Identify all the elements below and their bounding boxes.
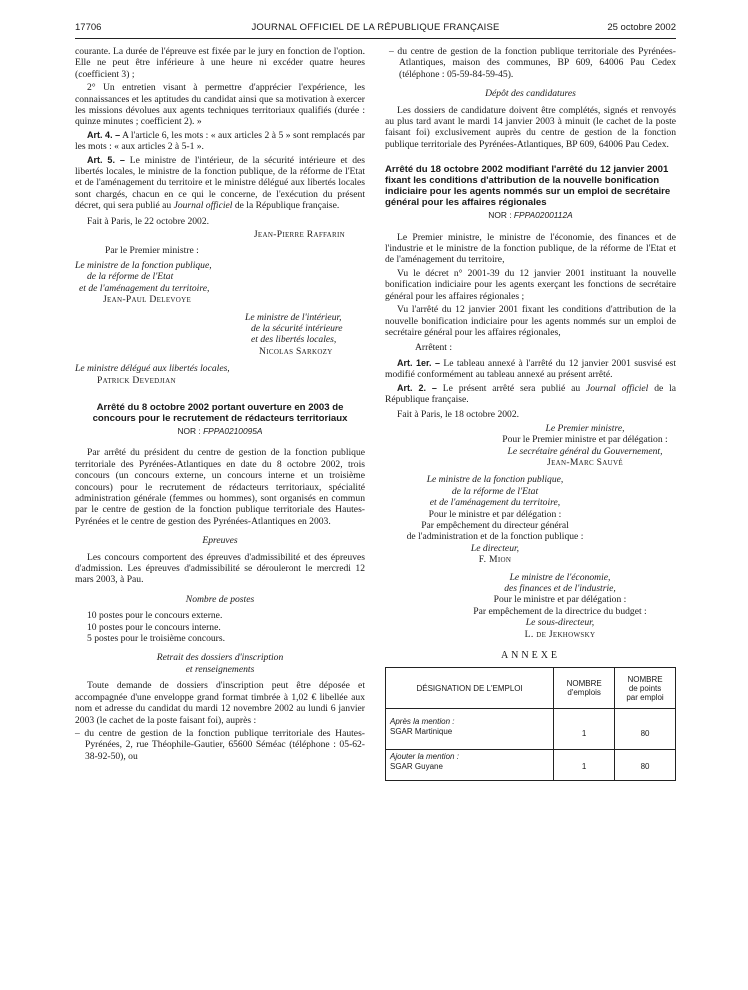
signatory-name: Patrick Devedjian [97, 374, 176, 386]
signature-line: Le ministre de l'économie, [509, 571, 611, 583]
table-cell-nombre: 1 [554, 750, 615, 781]
column-header-line: de points [628, 683, 662, 693]
signature-line: Par empêchement de la directrice du budget : [473, 605, 647, 617]
signature-line: Par le Premier ministre : [105, 244, 199, 256]
annexe-heading: ANNEXE [500, 650, 561, 662]
signing-place-date: Fait à Paris, le 22 octobre 2002. [87, 215, 210, 227]
article-1 [385, 358, 676, 381]
section-subheading: Epreuves [202, 535, 238, 547]
left-column [75, 46, 365, 762]
signature-line: Le ministre de la fonction publique, [426, 474, 564, 486]
signature-line: Pour le ministre et par délégation : [428, 508, 562, 520]
article-label: Art. 1er. – [397, 357, 440, 368]
list-item: – du centre de gestion de la fonction publique territoriale des Hautes-Pyrénées, 2, rue Théophile-Gautier, 65600 Séméac (téléphone : 05-62-38-92-50), ou [75, 727, 365, 762]
article-text: Le présent arrêté sera publié au [436, 382, 586, 394]
signature-line: Le directeur, [470, 542, 520, 554]
list-item: 10 postes pour le concours externe. [87, 610, 223, 622]
journal-title: JOURNAL OFFICIEL DE LA RÉPUBLIQUE FRANÇAISE [251, 22, 500, 33]
section-subheading: Retrait des dossiers d'inscription [156, 652, 284, 664]
signing-place-date: Fait à Paris, le 18 octobre 2002. [397, 409, 520, 421]
article-5 [75, 155, 365, 212]
table-cell-points: 80 [615, 750, 676, 781]
section-subheading: et renseignements [185, 663, 255, 675]
paragraph: Par arrêté du président du centre de gestion de la fonction publique territoriale des Pyrénées-Atlantiques en date du 8 octobre 2002, trois concours (un concours externe, un concours interne et un troisième concours) pour le recrutement de rédacteurs territoriaux, spécialité administration générale (femmes ou hommes), sont organisés en commun par le centre de gestion de la fonction publique territoriale des Hautes-Pyrénées et le centre de gestion des Pyrénées-Atlantiques en 2003. [75, 447, 365, 527]
article-text: Le ministre de l'intérieur, de la sécurité intérieure et des libertés locales, le ministre de la fonction publique, de la réforme de l'Etat et de l'aménagement du territoire et le ministre délégué aux libertés locales sont chargés, chacun en ce qui le concerne, de l'exécution du présent décret, qui sera publié au [75, 154, 366, 212]
paragraph: Toute demande de dossiers d'inscription peut être déposée et accompagnée d'une enveloppe grand format timbrée à 1,02 € libellée aux nom et adresse du candidat du mardi 12 novembre 2002 au lundi 6 janvier 2003 (le cachet de la poste faisant foi), auprès : [75, 680, 365, 726]
list-item: – du centre de gestion de la fonction publique territoriale des Pyrénées-Atlantiques, maison des communes, BP 609, 64006 Pau Cedex (téléphone : 05-59-84-59-45). [389, 46, 676, 80]
article-4 [75, 130, 365, 153]
paragraph: Les concours comportent des épreuves d'admissibilité et des épreuves d'admission. Les épreuves d'admissibilité se dérouleront le mercredi 12 mars 2003, à Pau. [75, 551, 365, 586]
paragraph: Le Premier ministre, le ministre de l'économie, des finances et de l'industrie et le ministre de la fonction publique, de la réforme de l'Etat et de l'aménagement du territoire, [385, 231, 676, 266]
column-header-line: par emploi [626, 692, 664, 702]
article-label: Art. 4. – [87, 129, 121, 140]
signature-line: Le ministre de l'intérieur, [245, 311, 342, 323]
nor-code: FPPA0200112A [513, 210, 573, 221]
table-row [386, 750, 676, 781]
signature-line: Pour le Premier ministre et par délégation : [502, 434, 668, 446]
nor-code: FPPA0210095A [203, 425, 263, 436]
paragraph: Les dossiers de candidature doivent être complétés, signés et renvoyés au plus tard avant le mardi 14 janvier 2003 à minuit (le cachet de la poste faisant foi) exclusivement auprès du centre de gestion de la fonction publique territoriale des Pyrénées-Atlantiques, BP 609, 64006 Pau Cedex. [385, 104, 676, 150]
section-subheading: Dépôt des candidatures [485, 88, 576, 100]
decree-title: Arrêté du 8 octobre 2002 portant ouverture en 2003 de concours pour le recrutement de rédacteurs territoriaux [92, 401, 348, 424]
page-header [75, 20, 676, 39]
list-item: 5 postes pour le troisième concours. [87, 633, 226, 645]
journal-officiel-text: Journal officiel [586, 382, 649, 394]
signature-line: et de l'aménagement du territoire, [79, 282, 210, 294]
article-text: Le tableau annexé à l'arrêté du 12 janvier 2001 susvisé est modifié conformément au tableau annexé au présent arrêté. [385, 357, 676, 381]
article-text: de la République française. [385, 382, 677, 405]
table-cell-nombre: 1 [554, 709, 615, 750]
signature-line: de l'administration et de la fonction publique : [406, 531, 584, 543]
signature-line: et de l'aménagement du territoire, [429, 497, 561, 509]
signature-line: Par empêchement du directeur général [421, 520, 569, 531]
nor-reference [385, 210, 676, 221]
paragraph: courante. La durée de l'épreuve est fixée par le jury en fonction de l'option. Elle ne peut être inférieure à une heure ni excéder quatre heures (coefficient 3) ; [75, 46, 365, 80]
emploi-name: SGAR Martinique [390, 727, 453, 737]
column-header: DÉSIGNATION DE L'EMPLOI [386, 668, 554, 709]
emploi-name: SGAR Guyane [390, 762, 443, 772]
signatory-name: F. Mion [478, 554, 512, 566]
page-number: 17706 [75, 22, 102, 33]
table-row [386, 709, 676, 750]
signature-line: Pour le ministre et par délégation : [493, 594, 627, 606]
signatory-name: L. de Jekhowsky [524, 628, 596, 640]
journal-officiel-text: Journal officiel [173, 200, 233, 212]
column-header-line: NOMBRE [566, 679, 602, 689]
right-column [385, 46, 676, 781]
paragraph: Vu l'arrêté du 12 janvier 2001 fixant les conditions d'attribution de la nouvelle bonification indiciaire pour les agents nommés sur un emploi de secrétaire général pour les affaires régionales, [385, 304, 676, 338]
signatory-name: Jean-Paul Delevoye [103, 294, 192, 306]
column-header [554, 668, 615, 709]
column-header-line: NOMBRE [627, 674, 663, 684]
mention-label: Ajouter la mention : [390, 752, 459, 762]
signature-line: Le Premier ministre, [545, 422, 625, 434]
nor-label: NOR : [488, 210, 514, 221]
arretent-line: Arrêtent : [415, 342, 453, 354]
article-2 [385, 383, 676, 406]
decree-title: Arrêté du 18 octobre 2002 modifiant l'arrêté du 12 janvier 2001 fixant les conditions d'attribution de la nouvelle bonification indiciaire pour les agents nommés sur un emploi de secrétaire général pour les affaires régionales [385, 164, 671, 209]
column-header-line: d'emplois [567, 688, 601, 698]
table-header-row [386, 668, 676, 709]
article-text: de la République française. [232, 200, 340, 212]
signatory-name: Jean-Marc Sauvé [547, 456, 623, 468]
signature-line: et des libertés locales, [251, 334, 337, 346]
signatory-name: Nicolas Sarkozy [259, 345, 333, 357]
signature-line: Le ministre délégué aux libertés locales, [75, 363, 230, 375]
table-cell-designation [386, 750, 554, 781]
column-header [615, 668, 676, 709]
signature-line: de la réforme de l'Etat [87, 271, 174, 283]
table-cell-designation [386, 709, 554, 750]
signatory-name: Jean-Pierre Raffarin [253, 229, 345, 241]
issue-date: 25 octobre 2002 [607, 22, 676, 33]
annex-table [385, 667, 676, 781]
section-subheading: Nombre de postes [185, 593, 255, 605]
article-label: Art. 2. – [397, 382, 437, 393]
nor-label: NOR : [177, 425, 204, 436]
signature-line: Le ministre de la fonction publique, [75, 259, 212, 271]
table-cell-points: 80 [615, 709, 676, 750]
signature-line: de la réforme de l'Etat [451, 485, 539, 497]
mention-label: Après la mention : [390, 717, 455, 727]
list-item: 10 postes pour le concours interne. [87, 621, 221, 633]
signature-line: Le secrétaire général du Gouvernement, [507, 445, 663, 457]
article-text: A l'article 6, les mots : « aux articles 2 à 5 » sont remplacés par les mots : « aux articles 2 à 5-1 ». [75, 129, 366, 153]
signature-line: de la sécurité intérieure [251, 322, 343, 334]
paragraph: 2° Un entretien visant à permettre d'apprécier l'expérience, les connaissances et les aptitudes du candidat ainsi que sa motivation à exercer les missions dévolues aux agents techniques territoriaux qualifiés (durée : quinze minutes ; coefficient 2). » [75, 82, 365, 128]
nor-reference [75, 426, 365, 437]
paragraph: Vu le décret n° 2001-39 du 12 janvier 2001 instituant la nouvelle bonification indiciaire pour les agents exerçant les fonctions de secrétaire général pour les affaires régionales ; [385, 267, 676, 302]
signature-line: des finances et de l'industrie, [504, 583, 616, 595]
signature-line: Le sous-directeur, [525, 617, 595, 629]
article-label: Art. 5. – [87, 154, 125, 165]
